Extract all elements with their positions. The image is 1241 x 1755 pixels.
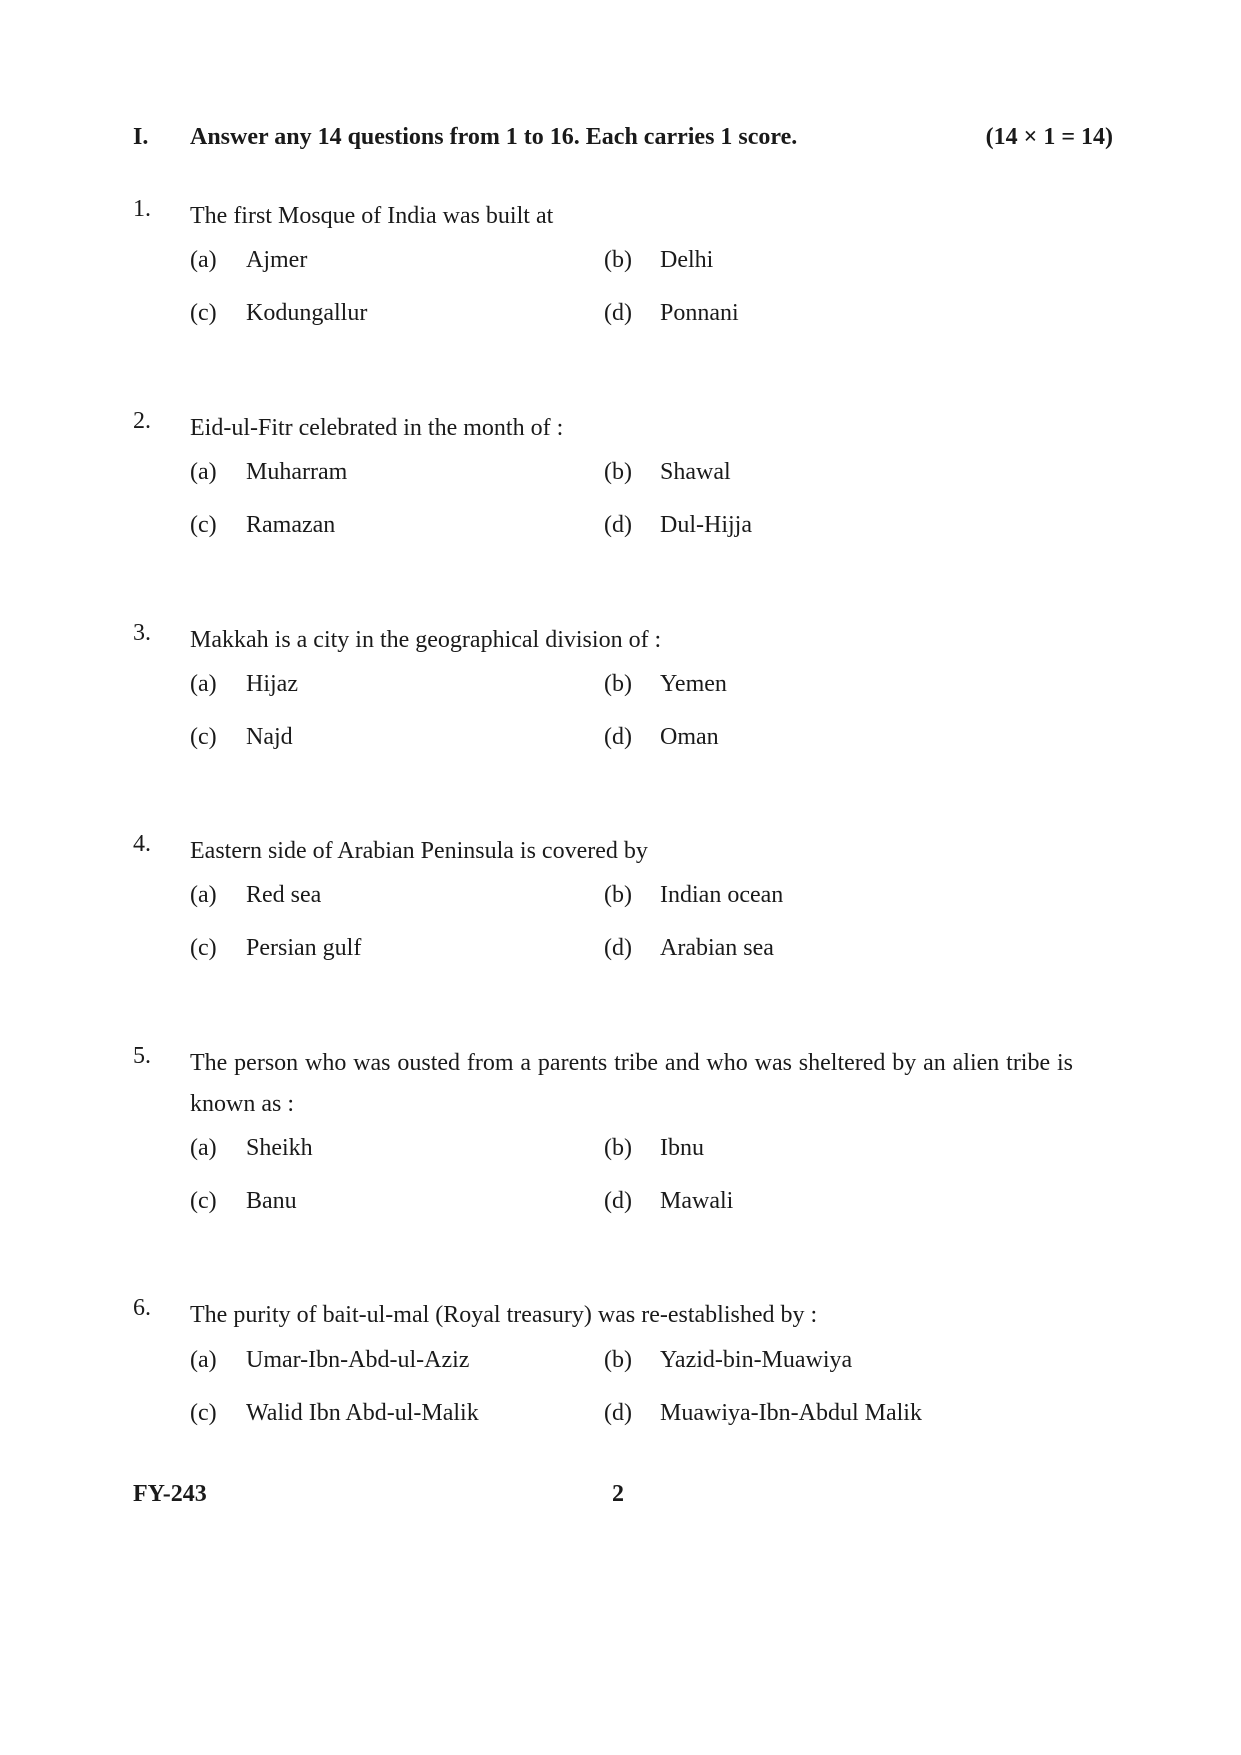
option-label: (a) bbox=[190, 1347, 217, 1373]
option-label: (d) bbox=[604, 512, 632, 538]
page-number: 2 bbox=[612, 1481, 624, 1507]
option-text: Hijaz bbox=[246, 671, 298, 697]
question-text: Eid-ul-Fitr celebrated in the month of : bbox=[190, 415, 564, 441]
section-instruction: Answer any 14 questions from 1 to 16. Each carries 1 score. bbox=[190, 124, 798, 150]
option-label: (c) bbox=[190, 724, 217, 750]
option-label: (c) bbox=[190, 935, 217, 961]
option-text: Persian gulf bbox=[246, 935, 362, 961]
option-text: Arabian sea bbox=[660, 935, 774, 961]
option-text: Najd bbox=[246, 724, 293, 750]
option-text: Ajmer bbox=[246, 247, 308, 273]
option-text: Ibnu bbox=[660, 1135, 704, 1161]
option-text: Dul-Hijja bbox=[660, 512, 752, 538]
question-number: 6. bbox=[133, 1295, 151, 1321]
option-label: (d) bbox=[604, 1188, 632, 1214]
option-label: (c) bbox=[190, 1400, 217, 1426]
question-text: Makkah is a city in the geographical division of : bbox=[190, 627, 662, 653]
option-label: (a) bbox=[190, 671, 217, 697]
option-label: (d) bbox=[604, 1400, 632, 1426]
option-text: Walid Ibn Abd-ul-Malik bbox=[246, 1400, 479, 1426]
question-text: Eastern side of Arabian Peninsula is covered by bbox=[190, 838, 648, 864]
option-text: Ponnani bbox=[660, 300, 739, 326]
option-label: (c) bbox=[190, 512, 217, 538]
option-label: (b) bbox=[604, 247, 632, 273]
option-label: (c) bbox=[190, 300, 217, 326]
option-label: (a) bbox=[190, 247, 217, 273]
option-text: Yazid-bin-Muawiya bbox=[660, 1347, 853, 1373]
option-label: (d) bbox=[604, 935, 632, 961]
section-number: I. bbox=[133, 124, 149, 150]
option-label: (b) bbox=[604, 1135, 632, 1161]
option-label: (a) bbox=[190, 1135, 217, 1161]
option-label: (b) bbox=[604, 882, 632, 908]
option-text: Umar-Ibn-Abd-ul-Aziz bbox=[246, 1347, 470, 1373]
option-text: Yemen bbox=[660, 671, 727, 697]
option-text: Red sea bbox=[246, 882, 322, 908]
option-text: Oman bbox=[660, 724, 719, 750]
question-text: The purity of bait-ul-mal (Royal treasury) was re-established by : bbox=[190, 1302, 818, 1328]
option-text: Delhi bbox=[660, 247, 714, 273]
option-label: (d) bbox=[604, 724, 632, 750]
option-text: Ramazan bbox=[246, 512, 336, 538]
option-label: (a) bbox=[190, 882, 217, 908]
option-label: (d) bbox=[604, 300, 632, 326]
option-text: Kodungallur bbox=[246, 300, 368, 326]
paper-code: FY-243 bbox=[133, 1481, 207, 1507]
option-label: (a) bbox=[190, 459, 217, 485]
question-text: The person who was ousted from a parents tribe and who was sheltered by an alien tribe is known as : bbox=[190, 1050, 1073, 1117]
option-text: Sheikh bbox=[246, 1135, 313, 1161]
section-score: (14 × 1 = 14) bbox=[985, 124, 1113, 150]
option-text: Shawal bbox=[660, 459, 731, 485]
option-label: (b) bbox=[604, 1347, 632, 1373]
question-number: 3. bbox=[133, 620, 151, 646]
option-text: Mawali bbox=[660, 1188, 734, 1214]
option-label: (b) bbox=[604, 459, 632, 485]
option-text: Muharram bbox=[246, 459, 348, 485]
option-label: (b) bbox=[604, 671, 632, 697]
question-number: 4. bbox=[133, 831, 151, 857]
question-number: 1. bbox=[133, 196, 151, 222]
option-label: (c) bbox=[190, 1188, 217, 1214]
option-text: Indian ocean bbox=[660, 882, 784, 908]
option-text: Muawiya-Ibn-Abdul Malik bbox=[660, 1400, 922, 1426]
question-number: 2. bbox=[133, 408, 151, 434]
question-text: The first Mosque of India was built at bbox=[190, 203, 554, 229]
option-text: Banu bbox=[246, 1188, 297, 1214]
question-number: 5. bbox=[133, 1043, 151, 1069]
